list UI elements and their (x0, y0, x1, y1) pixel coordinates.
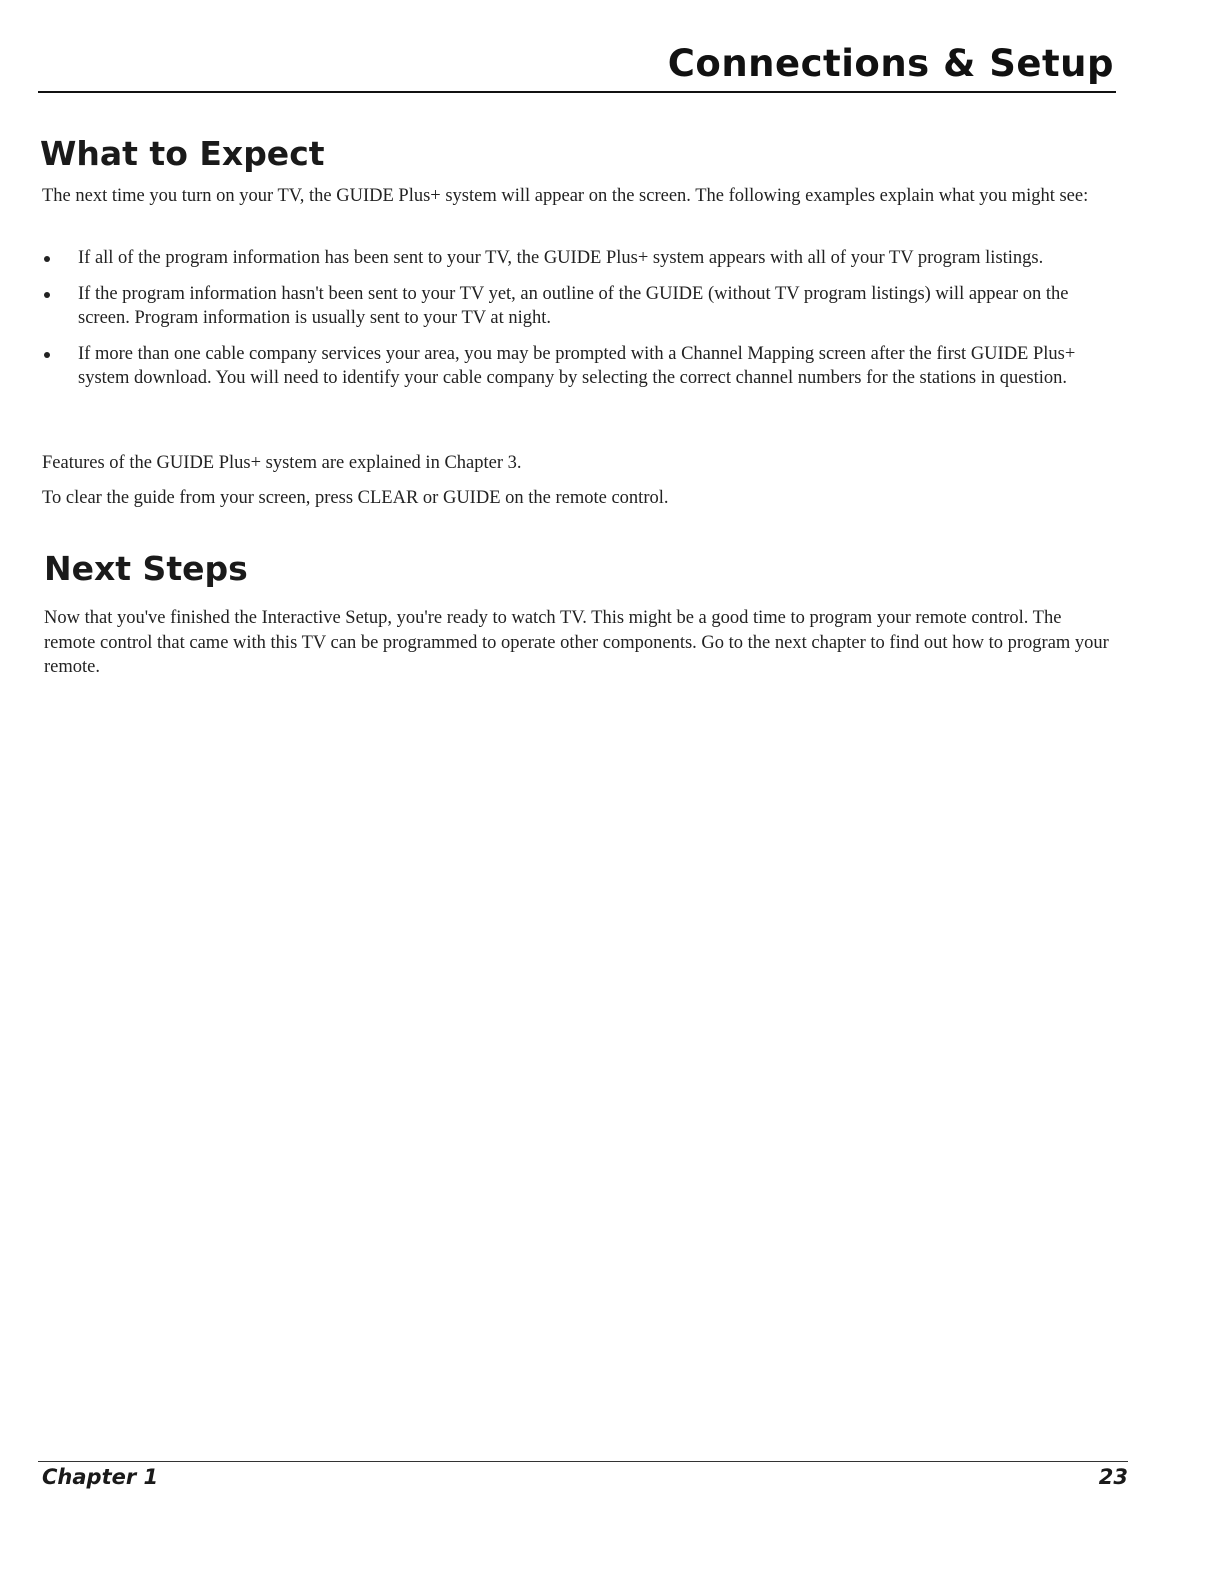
list-item (42, 342, 1114, 391)
page-header-title: Connections & Setup (667, 42, 1114, 85)
header-rule (38, 91, 1116, 93)
expectation-list (42, 246, 1114, 402)
footer-chapter-label: Chapter 1 (42, 1465, 159, 1489)
next-steps-paragraph: Now that you've finished the Interactive Setup, you're ready to watch TV. This might be a good time to program your remote control. The remote control that came with this TV can be programmed to operate other components. Go to the next chapter to find out how to program your remote. (44, 608, 1109, 677)
clear-guide-paragraph: To clear the guide from your screen, press CLEAR or GUIDE on the remote control. (42, 488, 669, 508)
section-heading-next-steps: Next Steps (44, 549, 248, 588)
footer-page-number: 23 (1098, 1465, 1128, 1489)
list-item (42, 246, 1114, 271)
intro-paragraph: The next time you turn on your TV, the GUIDE Plus+ system will appear on the screen. The following examples explain what you might see: (42, 186, 1089, 206)
features-paragraph: Features of the GUIDE Plus+ system are explained in Chapter 3. (42, 453, 522, 473)
bullet-icon (44, 352, 50, 358)
section-heading-what-to-expect: What to Expect (40, 134, 325, 173)
bullet-icon (44, 256, 50, 262)
list-item-text: If all of the program information has been sent to your TV, the GUIDE Plus+ system appears with all of your TV program listings. (78, 248, 1044, 268)
footer-rule (38, 1461, 1128, 1462)
list-item-text: If the program information hasn't been sent to your TV yet, an outline of the GUIDE (without TV program listings) will appear on the screen. Program information is usually sent to your TV at night. (78, 283, 1069, 328)
bullet-icon (44, 292, 50, 298)
list-item-text: If more than one cable company services your area, you may be prompted with a Channel Mapping screen after the first GUIDE Plus+ system download. You will need to identify your cable company by selecting the correct channel numbers for the stations in question. (78, 343, 1076, 388)
list-item (42, 282, 1114, 331)
